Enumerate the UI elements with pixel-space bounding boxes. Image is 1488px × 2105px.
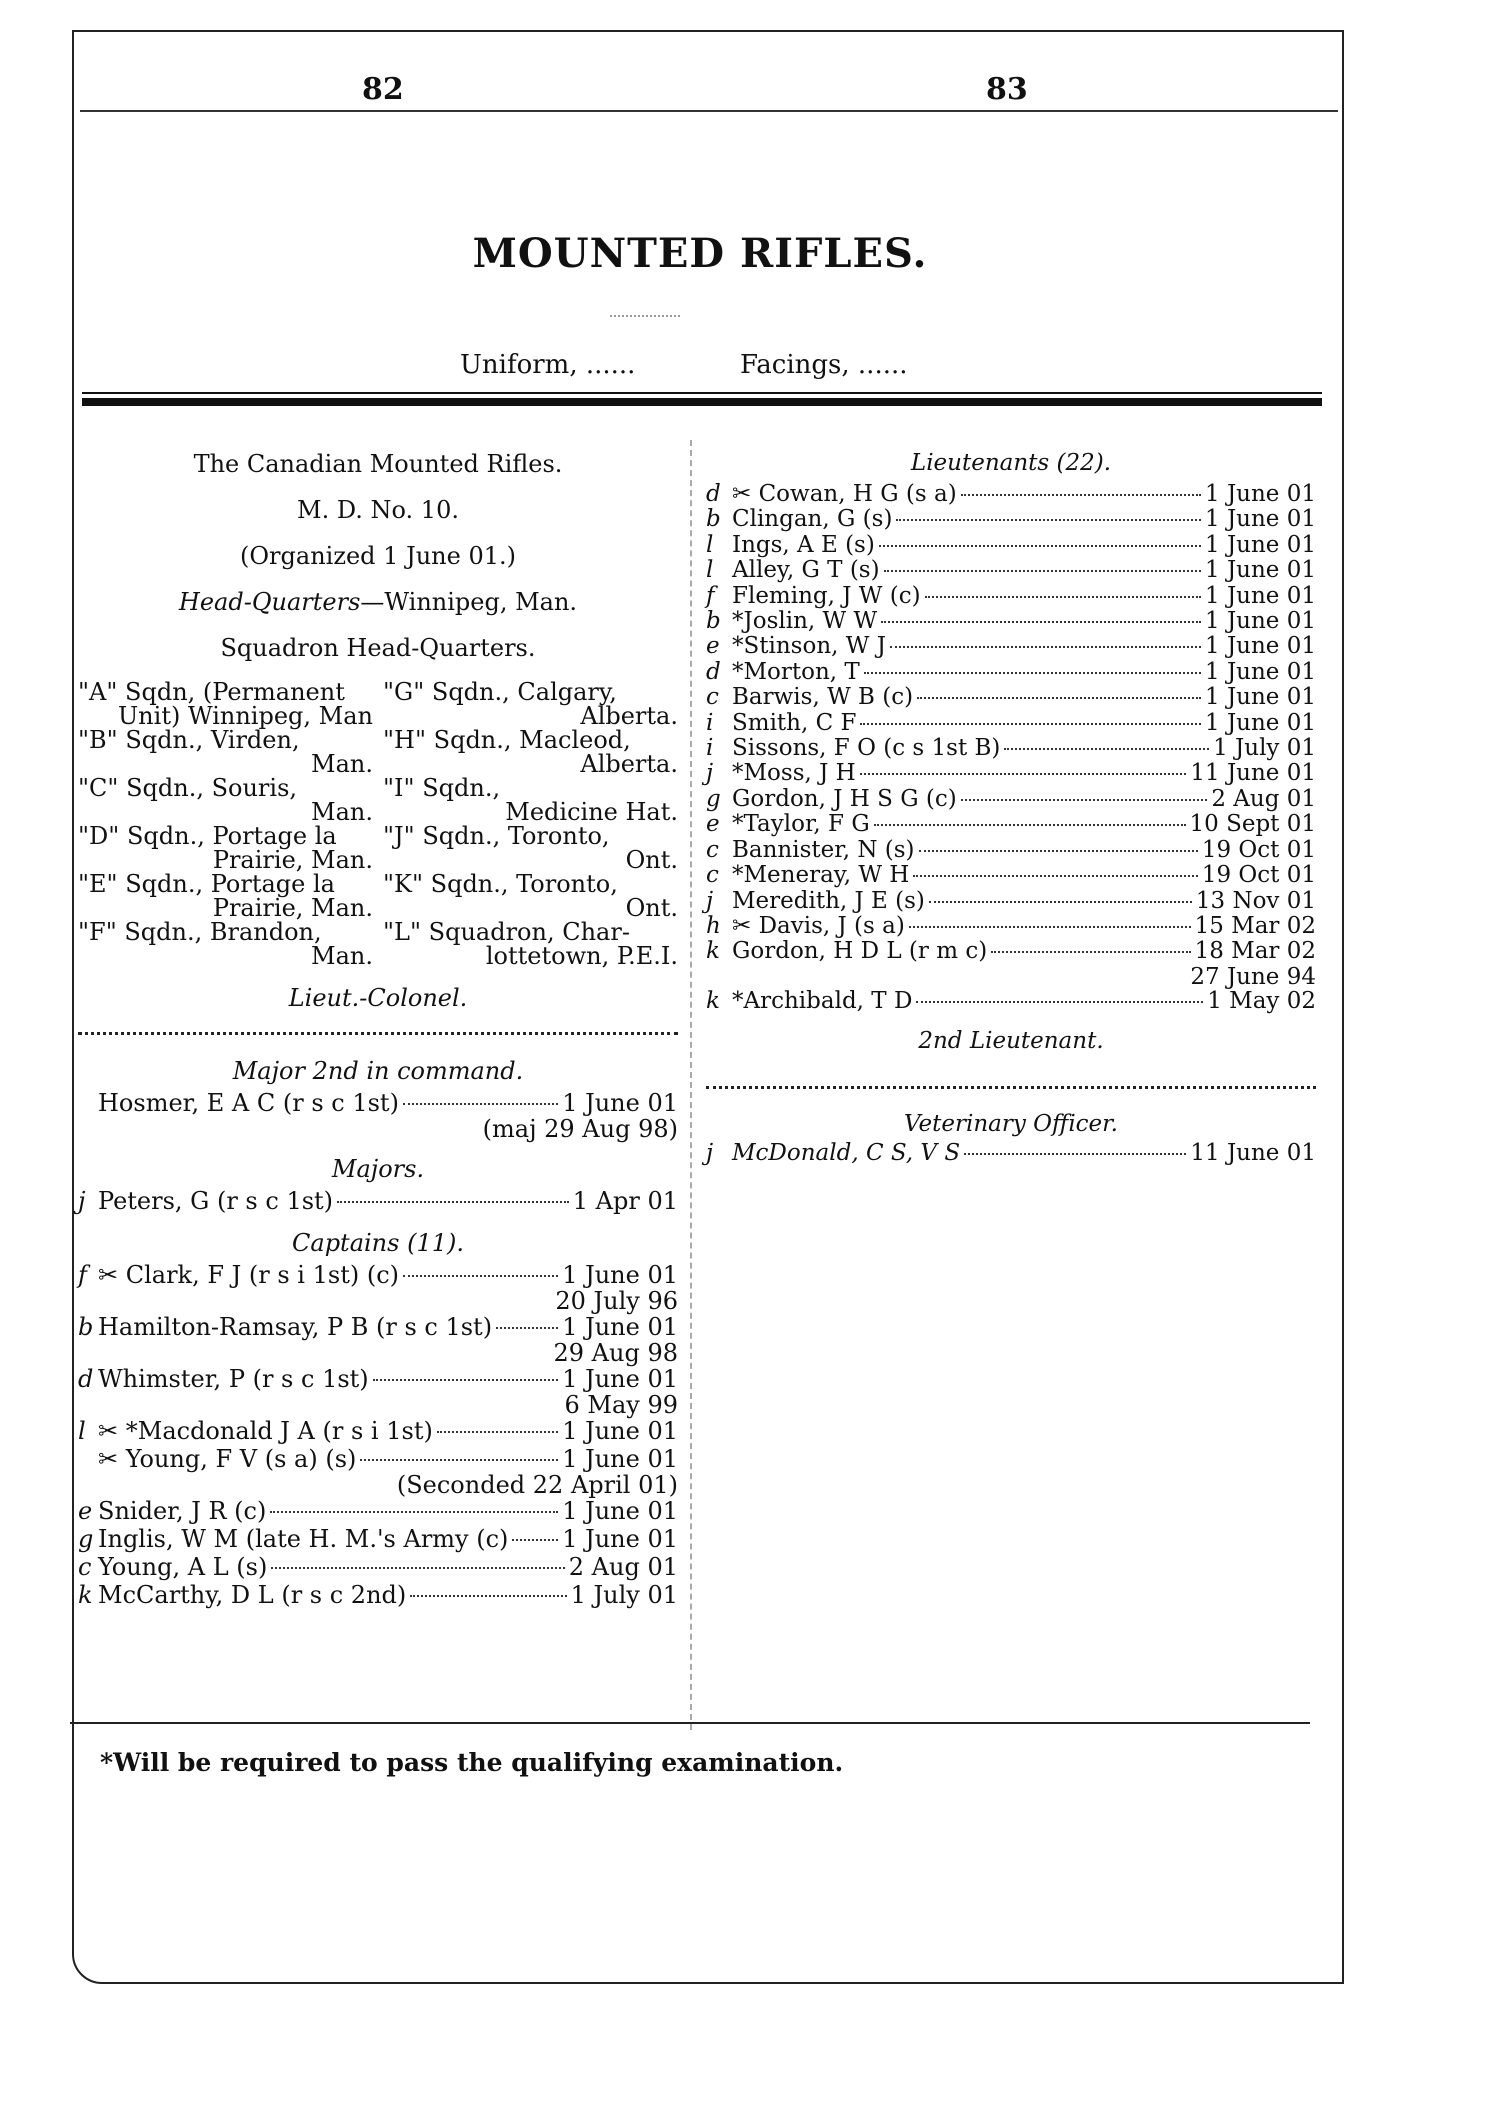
officer-date: 19 Oct 01 bbox=[1201, 862, 1316, 889]
officer-entry bbox=[706, 533, 1316, 558]
officer-prefix: b bbox=[706, 506, 721, 533]
officer-name: Peters, G (r s c 1st) bbox=[98, 1187, 334, 1215]
officer-date: 19 Oct 01 bbox=[1201, 836, 1316, 863]
leader-dots bbox=[961, 799, 1208, 801]
officer-name: *Joslin, W W bbox=[732, 608, 878, 635]
officer-entry bbox=[78, 1417, 678, 1445]
officer-date: 1 May 02 bbox=[1207, 987, 1316, 1014]
officer-date: 10 Sept 01 bbox=[1189, 811, 1316, 838]
officer-date: 1 June 01 bbox=[562, 1417, 678, 1445]
officer-prefix: f bbox=[706, 582, 715, 609]
officer-date: 2 Aug 01 bbox=[1211, 785, 1316, 812]
lieut-colonel-vacant bbox=[78, 1022, 678, 1035]
squadron-list bbox=[78, 680, 678, 968]
officer-date: 1 June 01 bbox=[1205, 709, 1316, 736]
officer-prefix: d bbox=[706, 658, 721, 685]
officer-date: 1 June 01 bbox=[562, 1261, 678, 1289]
officer-entry bbox=[706, 761, 1316, 786]
officer-entry bbox=[706, 939, 1316, 964]
squadron-hq-heading: Squadron Head-Quarters. bbox=[220, 634, 536, 662]
officer-prefix: e bbox=[706, 811, 720, 838]
headquarters bbox=[78, 588, 678, 616]
squadron-cell: Medicine Hat. bbox=[505, 798, 678, 826]
officer-prefix: i bbox=[706, 735, 714, 762]
officer-entry bbox=[706, 863, 1316, 888]
officer-entry bbox=[78, 1089, 678, 1117]
officer-entry bbox=[706, 989, 1316, 1014]
leader-dots bbox=[890, 646, 1201, 648]
officer-prefix: c bbox=[78, 1553, 92, 1581]
officer-entry bbox=[706, 736, 1316, 761]
officer-entry bbox=[706, 558, 1316, 583]
district: M. D. No. 10. bbox=[297, 496, 459, 524]
officer-sub-date: 20 July 96 bbox=[555, 1287, 678, 1315]
officer-prefix: f bbox=[78, 1261, 87, 1289]
officer-date: 1 June 01 bbox=[1205, 608, 1316, 635]
officer-sub-date: 6 May 99 bbox=[564, 1391, 678, 1419]
leader-dots bbox=[964, 1153, 1186, 1155]
officer-date: 1 June 01 bbox=[562, 1313, 678, 1341]
right-column bbox=[706, 450, 1316, 1167]
squadron-cell: Prairie, Man. bbox=[212, 894, 373, 922]
officer-entry bbox=[706, 660, 1316, 685]
vet-name: McDonald, C S, V S bbox=[732, 1140, 961, 1167]
officer-prefix: k bbox=[706, 938, 720, 965]
leader-dots bbox=[270, 1511, 558, 1513]
officer-entry bbox=[706, 889, 1316, 914]
leader-dots bbox=[373, 1379, 559, 1381]
officer-prefix: g bbox=[78, 1525, 94, 1553]
leader-dots bbox=[896, 519, 1201, 521]
officer-name: Sissons, F O (c s 1st B) bbox=[732, 735, 1001, 762]
officer-date: 1 June 01 bbox=[1205, 531, 1316, 558]
officer-entry bbox=[78, 1525, 678, 1553]
squadron-cell: "J" Sqdn., Toronto, bbox=[383, 822, 610, 850]
officer-name: Fleming, J W (c) bbox=[732, 582, 921, 609]
officer-sub-date: 27 June 94 bbox=[1190, 963, 1316, 990]
officer-date: 11 June 01 bbox=[1190, 760, 1316, 787]
officer-entry bbox=[706, 787, 1316, 812]
officer-name: Meredith, J E (s) bbox=[732, 887, 925, 914]
officer-date: 2 Aug 01 bbox=[568, 1553, 678, 1581]
officer-entry bbox=[706, 914, 1316, 939]
officer-name: McCarthy, D L (r s c 2nd) bbox=[98, 1581, 407, 1609]
officer-date: 1 June 01 bbox=[562, 1497, 678, 1525]
officer-prefix: d bbox=[706, 481, 721, 507]
officer-entry bbox=[706, 584, 1316, 609]
officer-entry bbox=[706, 812, 1316, 837]
officer-date: 1 July 01 bbox=[570, 1581, 678, 1609]
squadron-row bbox=[78, 824, 678, 848]
captains-heading: Captains (11). bbox=[292, 1229, 464, 1257]
officer-name: Gordon, J H S G (c) bbox=[732, 785, 957, 812]
header-rule bbox=[80, 110, 1338, 112]
facings-text: Facings, ...... bbox=[740, 350, 908, 380]
page-title: MOUNTED RIFLES. bbox=[472, 230, 928, 277]
officer-prefix: l bbox=[706, 557, 714, 584]
officer-date: 1 June 01 bbox=[1205, 684, 1316, 711]
leader-dots bbox=[271, 1567, 564, 1569]
officer-name: Hamilton-Ramsay, P B (r s c 1st) bbox=[98, 1313, 493, 1341]
squadron-cell: Ont. bbox=[625, 894, 678, 922]
second-lt-heading: 2nd Lieutenant. bbox=[918, 1028, 1104, 1055]
page-number-left: 82 bbox=[362, 72, 404, 107]
leader-dots bbox=[410, 1595, 566, 1597]
officer-name: Young, A L (s) bbox=[98, 1553, 268, 1581]
squadron-cell: "C" Sqdn., Souris, bbox=[78, 774, 298, 802]
officer-prefix: j bbox=[706, 760, 714, 787]
leader-dots bbox=[496, 1327, 558, 1329]
hq-label: Head-Quarters bbox=[178, 588, 361, 616]
major-2nd-heading: Major 2nd in command. bbox=[232, 1057, 524, 1085]
squadron-cell: Man. bbox=[311, 750, 373, 778]
leader-dots bbox=[909, 926, 1191, 928]
leader-dots bbox=[337, 1201, 569, 1203]
officer-name: ✂ Young, F V (s a) (s) bbox=[98, 1445, 357, 1473]
officer-entry bbox=[78, 1581, 678, 1609]
squadron-cell: Ont. bbox=[625, 846, 678, 874]
officer-date: 1 June 01 bbox=[562, 1445, 678, 1473]
left-column bbox=[78, 450, 678, 1609]
officer-entry bbox=[706, 685, 1316, 710]
officer-date: 1 June 01 bbox=[562, 1365, 678, 1393]
footer-rule bbox=[70, 1722, 1310, 1724]
squadron-row bbox=[78, 776, 678, 800]
squadron-cell: "I" Sqdn., bbox=[383, 774, 501, 802]
thin-rule bbox=[82, 392, 1322, 394]
officer-prefix: l bbox=[78, 1417, 86, 1445]
officer-date: 15 Mar 02 bbox=[1194, 912, 1316, 939]
leader-dots bbox=[913, 875, 1197, 877]
officer-date: 1 June 01 bbox=[1205, 633, 1316, 660]
officer-name: ✂ Cowan, H G (s a) bbox=[732, 481, 957, 507]
vet-date: 11 June 01 bbox=[1190, 1140, 1316, 1167]
majors-list bbox=[78, 1187, 678, 1215]
squadron-cell: "F" Sqdn., Brandon, bbox=[78, 918, 322, 946]
leader-dots bbox=[961, 494, 1201, 496]
officer-prefix: b bbox=[706, 608, 721, 635]
officer-name: ✂ Clark, F J (r s i 1st) (c) bbox=[98, 1261, 399, 1289]
officer-date: 1 June 01 bbox=[562, 1525, 678, 1553]
officer-date: 1 June 01 bbox=[1205, 506, 1316, 533]
officer-date: 18 Mar 02 bbox=[1194, 938, 1316, 965]
leader-dots bbox=[360, 1459, 558, 1461]
officer-sub-date: 29 Aug 98 bbox=[553, 1339, 678, 1367]
officer-entry bbox=[706, 838, 1316, 863]
officer-date: 1 July 01 bbox=[1213, 735, 1316, 762]
thick-rule bbox=[82, 398, 1322, 406]
leader-dots bbox=[403, 1103, 558, 1105]
corps-name: The Canadian Mounted Rifles. bbox=[193, 450, 563, 478]
leader-dots bbox=[916, 1001, 1203, 1003]
leader-dots bbox=[917, 697, 1201, 699]
officer-date: 1 June 01 bbox=[562, 1089, 678, 1117]
officer-name: *Meneray, W H bbox=[732, 862, 910, 889]
page-number-right: 83 bbox=[986, 72, 1028, 107]
officer-prefix: j bbox=[78, 1187, 86, 1215]
officer-name: Whimster, P (r s c 1st) bbox=[98, 1365, 369, 1393]
officer-name: ✂ Davis, J (s a) bbox=[732, 912, 905, 939]
officer-name: Ings, A E (s) bbox=[732, 531, 875, 558]
majors-heading: Majors. bbox=[331, 1155, 425, 1183]
leader-dots bbox=[919, 850, 1198, 852]
squadron-row bbox=[78, 800, 678, 824]
leader-dots bbox=[512, 1539, 558, 1541]
officer-prefix: e bbox=[78, 1497, 93, 1525]
officer-prefix: e bbox=[706, 633, 720, 660]
lieutenants-list bbox=[706, 482, 1316, 1014]
officer-name: *Stinson, W J bbox=[732, 633, 886, 660]
squadron-cell: Man. bbox=[311, 798, 373, 826]
officer-name: Smith, C F bbox=[732, 709, 857, 736]
officer-entry bbox=[706, 711, 1316, 736]
squadron-cell: "E" Sqdn., Portage la bbox=[78, 870, 335, 898]
leader-dots bbox=[403, 1275, 558, 1277]
officer-entry bbox=[78, 1313, 678, 1341]
officer-entry bbox=[78, 1553, 678, 1581]
squadron-row bbox=[78, 920, 678, 944]
vet-prefix: j bbox=[706, 1140, 714, 1167]
officer-prefix: l bbox=[706, 531, 714, 558]
squadron-row bbox=[78, 752, 678, 776]
squadron-cell: "K" Sqdn., Toronto, bbox=[383, 870, 618, 898]
leader-dots bbox=[879, 545, 1201, 547]
leader-dots bbox=[874, 824, 1186, 826]
officer-prefix: h bbox=[706, 912, 721, 939]
officer-name: Barwis, W B (c) bbox=[732, 684, 914, 711]
officer-name: ✂ *Macdonald J A (r s i 1st) bbox=[98, 1417, 433, 1445]
leader-dots bbox=[929, 901, 1192, 903]
column-divider bbox=[690, 440, 692, 1730]
squadron-cell: "G" Sqdn., Calgary, bbox=[383, 678, 617, 706]
officer-name: Clingan, G (s) bbox=[732, 506, 893, 533]
officer-name: *Archibald, T D bbox=[732, 987, 913, 1014]
officer-entry bbox=[706, 634, 1316, 659]
officer-entry bbox=[78, 1261, 678, 1289]
squadron-cell: "L" Squadron, Char- bbox=[383, 918, 630, 946]
officer-prefix: g bbox=[706, 785, 721, 812]
squadron-cell: Prairie, Man. bbox=[212, 846, 373, 874]
officer-date: 1 Apr 01 bbox=[572, 1187, 678, 1215]
leader-dots bbox=[860, 723, 1201, 725]
squadron-row bbox=[78, 680, 678, 704]
leader-dots bbox=[991, 951, 1190, 953]
officer-date: 1 June 01 bbox=[1205, 658, 1316, 685]
officer-entry bbox=[706, 482, 1316, 507]
squadron-row bbox=[78, 896, 678, 920]
major-2nd-list bbox=[78, 1089, 678, 1141]
leader-dots bbox=[884, 570, 1201, 572]
officer-name: Gordon, H D L (r m c) bbox=[732, 938, 988, 965]
captains-list bbox=[78, 1261, 678, 1609]
officer-name: *Moss, J H bbox=[732, 760, 856, 787]
officer-name: Bannister, N (s) bbox=[732, 836, 915, 863]
officer-sub-date: (maj 29 Aug 98) bbox=[482, 1115, 678, 1143]
lieut-colonel-heading: Lieut.-Colonel. bbox=[288, 984, 468, 1012]
organized-date: (Organized 1 June 01.) bbox=[240, 542, 516, 570]
squadron-cell: "A" Sqdn, (Permanent bbox=[78, 678, 345, 706]
title-divider bbox=[610, 315, 680, 317]
leader-dots bbox=[881, 621, 1201, 623]
squadron-row bbox=[78, 944, 678, 968]
officer-prefix: d bbox=[78, 1365, 94, 1393]
lieutenants-heading: Lieutenants (22). bbox=[910, 450, 1112, 476]
officer-name: Alley, G T (s) bbox=[732, 557, 880, 584]
officer-prefix: b bbox=[78, 1313, 94, 1341]
officer-name: Hosmer, E A C (r s c 1st) bbox=[98, 1089, 399, 1117]
squadron-row bbox=[78, 848, 678, 872]
squadron-cell: "D" Sqdn., Portage la bbox=[78, 822, 337, 850]
officer-date: 1 June 01 bbox=[1205, 481, 1316, 507]
officer-name: *Morton, T bbox=[732, 658, 860, 685]
footnote: *Will be required to pass the qualifying examination. bbox=[100, 1748, 844, 1777]
squadron-row bbox=[78, 704, 678, 728]
squadron-row bbox=[78, 728, 678, 752]
officer-prefix: j bbox=[706, 887, 714, 914]
officer-entry bbox=[706, 609, 1316, 634]
leader-dots bbox=[437, 1431, 558, 1433]
squadron-cell: Alberta. bbox=[580, 702, 678, 730]
officer-prefix: k bbox=[706, 987, 720, 1014]
officer-date: 1 June 01 bbox=[1205, 582, 1316, 609]
leader-dots bbox=[1004, 748, 1209, 750]
squadron-cell: Man. bbox=[311, 942, 373, 970]
squadron-cell: lottetown, P.E.I. bbox=[485, 942, 678, 970]
vet-heading: Veterinary Officer. bbox=[904, 1111, 1118, 1138]
officer-name: Inglis, W M (late H. M.'s Army (c) bbox=[98, 1525, 509, 1553]
officer-prefix: c bbox=[706, 836, 719, 863]
squadron-cell: Alberta. bbox=[580, 750, 678, 778]
officer-prefix: c bbox=[706, 862, 719, 889]
officer-prefix: i bbox=[706, 709, 714, 736]
leader-dots bbox=[925, 596, 1201, 598]
squadron-cell: "B" Sqdn., Virden, bbox=[78, 726, 300, 754]
officer-prefix: c bbox=[706, 684, 719, 711]
officer-entry bbox=[78, 1187, 678, 1215]
squadron-cell: "H" Sqdn., Macleod, bbox=[383, 726, 631, 754]
officer-date: 1 June 01 bbox=[1205, 557, 1316, 584]
squadron-cell: Unit) Winnipeg, Man bbox=[117, 702, 373, 730]
officer-entry bbox=[78, 1365, 678, 1393]
officer-name: Snider, J R (c) bbox=[98, 1497, 267, 1525]
officer-entry bbox=[78, 1497, 678, 1525]
hq-place: —Winnipeg, Man. bbox=[360, 588, 578, 616]
officer-sub-date: (Seconded 22 April 01) bbox=[396, 1471, 678, 1499]
officer-entry bbox=[78, 1445, 678, 1473]
officer-prefix: k bbox=[78, 1581, 93, 1609]
squadron-row bbox=[78, 872, 678, 896]
leader-dots bbox=[860, 773, 1187, 775]
second-lt-vacant bbox=[706, 1076, 1316, 1089]
officer-date: 13 Nov 01 bbox=[1195, 887, 1316, 914]
leader-dots bbox=[864, 672, 1201, 674]
officer-entry bbox=[706, 507, 1316, 532]
uniform-text: Uniform, ...... bbox=[460, 350, 636, 380]
officer-name: *Taylor, F G bbox=[732, 811, 870, 838]
vet-entry bbox=[706, 1141, 1316, 1166]
